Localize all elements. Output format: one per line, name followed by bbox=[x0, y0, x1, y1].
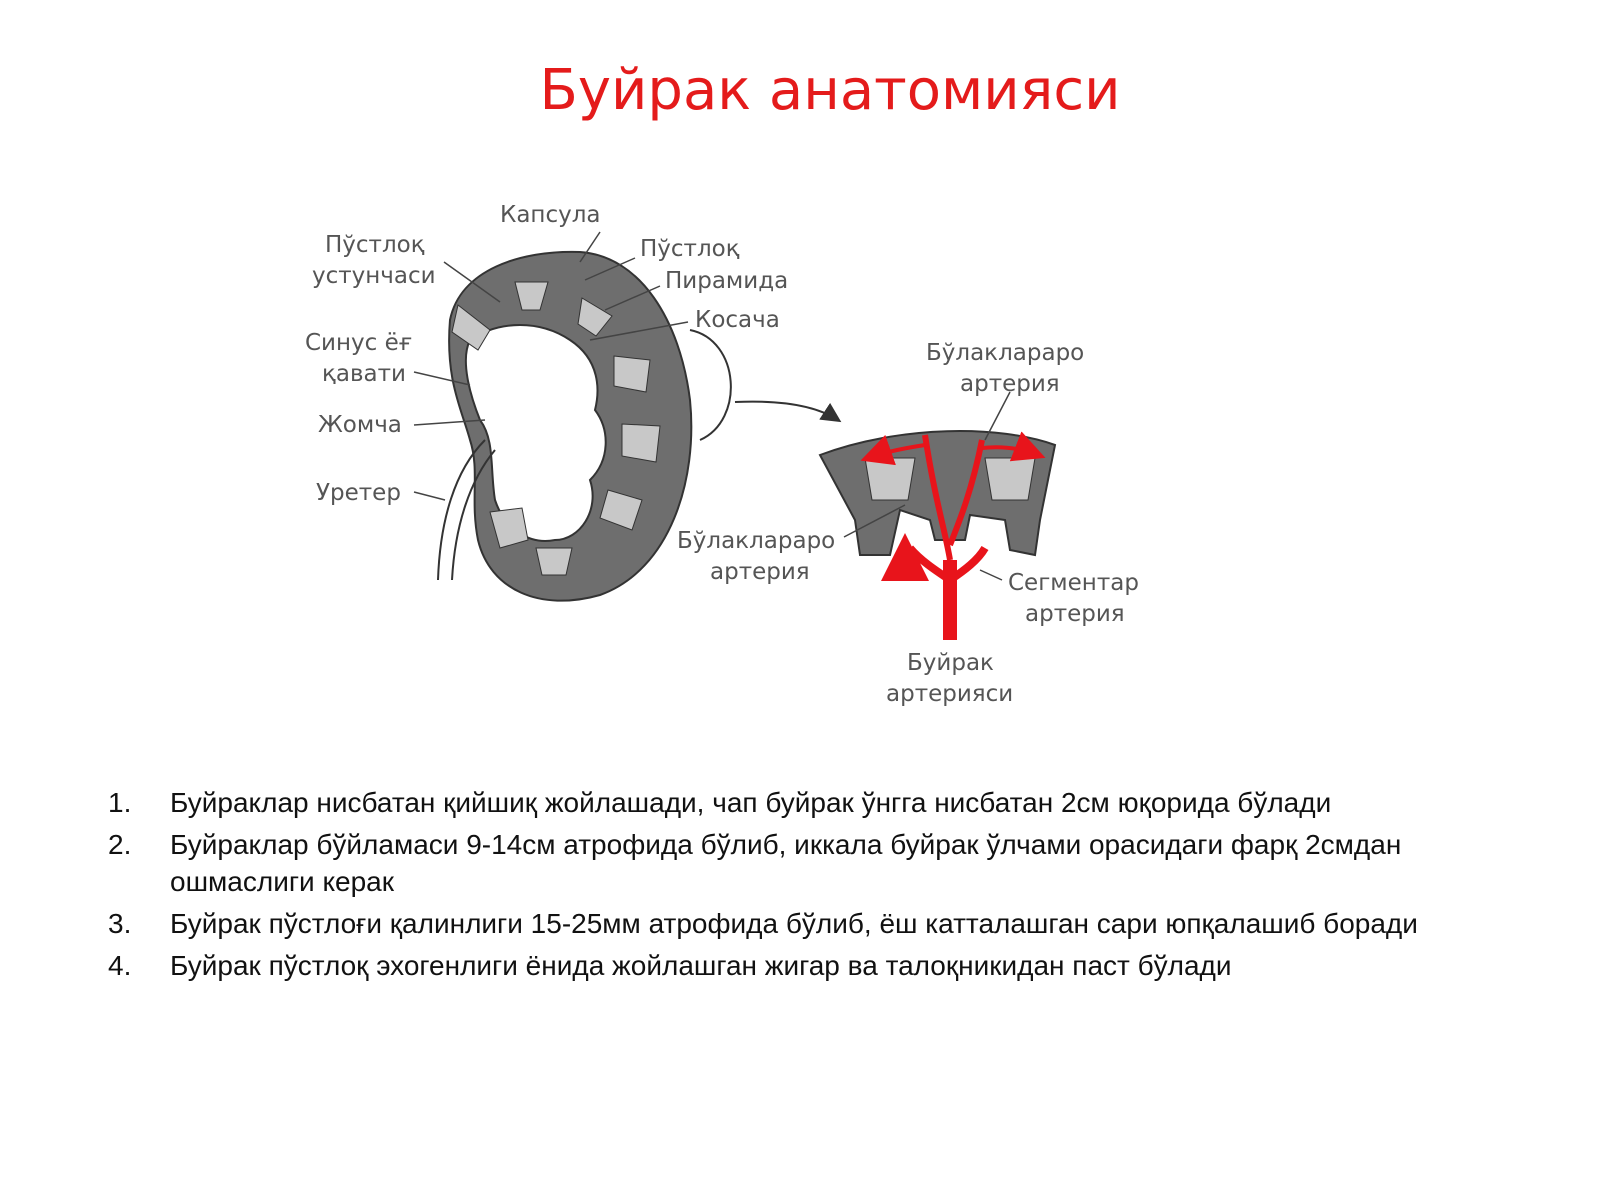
pyramid bbox=[536, 548, 572, 575]
label-cortical-column-1: Пўстлоқ bbox=[325, 232, 425, 258]
label-interlobar-artery-top-2: артерия bbox=[960, 371, 1060, 397]
label-sinus-fat-1: Синус ёғ bbox=[305, 330, 413, 356]
label-ureter: Уретер bbox=[316, 480, 401, 506]
pyramid bbox=[622, 424, 660, 462]
label-interlobar-artery-bottom-1: Бўлаклараро bbox=[677, 528, 836, 554]
label-calyx: Косача bbox=[695, 307, 780, 333]
label-renal-artery-2: артерияси bbox=[886, 681, 1014, 707]
page-title: Буйрак анатомияси bbox=[539, 58, 1121, 123]
zoom-loop bbox=[690, 330, 731, 440]
pyramid bbox=[985, 458, 1035, 500]
list-text: Буйраклар нисбатан қийшиқ жойлашади, чап буйрак ўнгга нисбатан 2см юқорида бўлади bbox=[170, 787, 1332, 818]
list-text: Буйраклар бўйламаси 9-14см атрофида бўлиб, иккала буйрак ўлчами орасидаги фарқ 2смдан ошмаслиги керак bbox=[170, 829, 1402, 897]
label-pyramid: Пирамида bbox=[665, 268, 789, 294]
list-number: 3. bbox=[108, 908, 132, 939]
label-interlobar-artery-bottom-2: артерия bbox=[710, 559, 810, 585]
pyramid bbox=[865, 458, 915, 500]
kidney-anatomy-diagram bbox=[0, 180, 1600, 740]
facts-list bbox=[104, 784, 1504, 989]
label-segmental-artery-2: артерия bbox=[1025, 601, 1125, 627]
list-item bbox=[104, 947, 1504, 984]
label-pelvis: Жомча bbox=[318, 412, 402, 438]
zoom-arrow bbox=[735, 402, 838, 420]
label-cortical-column-2: устунчаси bbox=[312, 263, 436, 289]
label-capsule: Капсула bbox=[500, 202, 601, 228]
list-item bbox=[104, 784, 1504, 821]
label-segmental-artery-1: Сегментар bbox=[1008, 570, 1139, 596]
list-number: 1. bbox=[108, 787, 132, 818]
label-renal-artery-1: Буйрак bbox=[907, 650, 994, 676]
list-text: Буйрак пўстлоғи қалинлиги 15-25мм атрофида бўлиб, ёш катталашган сари юпқалашиб боради bbox=[170, 908, 1418, 939]
label-interlobar-artery-top-1: Бўлаклараро bbox=[926, 340, 1085, 366]
label-cortex-1: Пўстлоқ bbox=[640, 236, 740, 262]
zoomed-section bbox=[820, 431, 1055, 640]
list-number: 2. bbox=[108, 829, 132, 860]
label-sinus-fat-2: қавати bbox=[322, 361, 406, 387]
list-item bbox=[104, 905, 1504, 942]
list-item bbox=[104, 826, 1504, 900]
list-text: Буйрак пўстлоқ эхогенлиги ёнида жойлашган жигар ва талоқникидан паст бўлади bbox=[170, 950, 1232, 981]
list-number: 4. bbox=[108, 950, 132, 981]
pyramid bbox=[614, 356, 650, 392]
